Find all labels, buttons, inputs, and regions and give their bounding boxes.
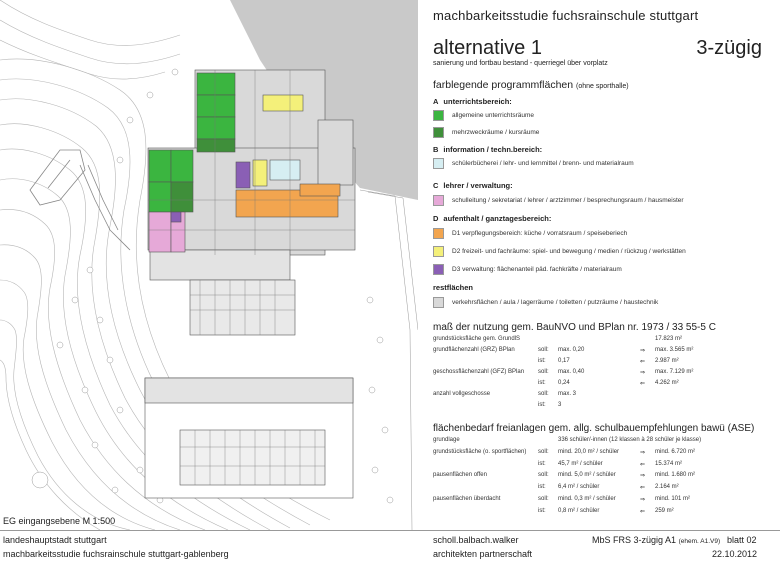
row-result: mind. 6.720 m²	[655, 448, 696, 455]
row-soll: soll:	[538, 391, 549, 397]
legend-swatch	[433, 228, 444, 239]
table-row	[433, 508, 703, 517]
row-result: mind. 101 m²	[655, 496, 691, 502]
legend-group-rest	[433, 283, 473, 292]
table-row	[433, 380, 703, 389]
legend-item-label: schulleitung / sekretariat / lehrer / arztzimmer / besprechungsraum / hausmeister	[452, 196, 684, 204]
legend-item	[433, 194, 684, 206]
row-soll: ist:	[538, 402, 546, 408]
zuegig-title: 3-zügig	[696, 37, 762, 59]
legend-item	[433, 296, 658, 308]
row-value: mind. 5,0 m² / schüler	[558, 472, 616, 479]
legend-item-label: schülerbücherei / lehr- und lernmittel / brenn- und materialraum	[452, 159, 634, 167]
legend-item	[433, 245, 686, 257]
row-arrow: ⇒	[640, 497, 646, 503]
legend-group-letter: C	[433, 181, 439, 190]
legend-title	[433, 79, 629, 91]
table-row	[433, 336, 703, 345]
legend-group-c	[433, 181, 513, 190]
row-arrow: ⇒	[640, 348, 646, 354]
ramp-path	[30, 150, 130, 250]
row-label: anzahl vollgeschosse	[433, 391, 491, 397]
legend-item	[433, 109, 534, 121]
legend-item-label: mehrzweckräume / kursräume	[452, 128, 540, 136]
legend-group-title: unterrichtsbereich:	[443, 97, 512, 106]
row-value: 0,24	[558, 380, 570, 386]
table-row	[433, 402, 703, 411]
legend-swatch	[433, 195, 444, 206]
row-value: max. 0,40	[558, 369, 585, 375]
row-label: pausenflächen überdacht	[433, 496, 501, 502]
table-row	[433, 461, 703, 470]
title-block	[0, 530, 780, 566]
legend-swatch	[433, 127, 444, 138]
row-result: 2.987 m²	[655, 358, 679, 364]
row-value: 45,7 m² / schüler	[558, 460, 603, 467]
row-soll: soll:	[538, 472, 549, 479]
table-row	[433, 472, 703, 481]
legend-group-a	[433, 97, 512, 106]
alternative-title: alternative 1	[433, 37, 542, 59]
legend-group-title: aufenthalt / ganztagesbereich:	[443, 214, 552, 223]
building	[145, 70, 355, 498]
sheet-date: 22.10.2012	[712, 549, 758, 559]
architect-line2: architekten partnerschaft	[433, 549, 533, 559]
legend-swatch	[433, 158, 444, 169]
row-label: grundstücksfläche gem. GrundlS	[433, 336, 521, 342]
row-value: max. 0,20	[558, 347, 585, 353]
row-label: geschossflächenzahl (GFZ) BPlan	[433, 369, 525, 375]
row-arrow: ⇐	[640, 508, 646, 515]
table-row	[433, 358, 703, 367]
row-result: max. 7.129 m²	[655, 369, 694, 375]
row-soll: ist:	[538, 507, 546, 514]
legend-item	[433, 263, 622, 275]
row-label: grundstücksfläche (o. sportflächen)	[433, 448, 527, 455]
row-arrow: ⇐	[640, 485, 646, 492]
row-soll: ist:	[538, 358, 546, 364]
sheet-number: blatt 02	[727, 535, 757, 545]
row-soll: ist:	[538, 484, 546, 491]
row-label: pausenflächen offen	[433, 472, 487, 479]
legend-group-title: restflächen	[433, 283, 474, 292]
row-value: 0,8 m² / schüler	[558, 507, 600, 514]
legend-group-letter: D	[433, 214, 439, 223]
nutzung-title: maß der nutzung gem. BauNVO und BPlan nr. 1973 / 33 55-5 C	[433, 322, 716, 333]
legend-item-label: verkehrsflächen / aula / lagerräume / toiletten / putzräume / haustechnik	[452, 298, 659, 306]
plan-scale-label: EG eingangsebene M 1:500	[3, 516, 116, 526]
legend-panel	[418, 0, 780, 530]
lot-boundary	[360, 190, 418, 530]
row-result: 17.823 m²	[655, 336, 683, 342]
legend-title-text: farblegende programmflächen	[433, 79, 574, 91]
row-value: mind. 20,0 m² / schüler	[558, 448, 620, 455]
row-arrow: ⇒	[640, 370, 646, 376]
sheet-code	[592, 535, 720, 545]
legend-item-label: D3 verwaltung: flächenanteil päd. fachkräfte / materialraum	[452, 265, 622, 273]
row-value: 336 schüler/-innen (12 klassen à 28 schüler je klasse)	[558, 437, 702, 443]
sheet-code-note: (ehem. A1.V9)	[678, 538, 721, 545]
freianlagen-title: flächenbedarf freianlagen gem. allg. schulbauempfehlungen bawü (ASE)	[433, 423, 755, 434]
row-soll: soll:	[538, 347, 549, 353]
sheet-code-text: MbS FRS 3-zügig A1	[592, 535, 677, 545]
legend-swatch	[433, 297, 444, 308]
legend-group-letter: B	[433, 145, 439, 154]
table-row	[433, 484, 703, 493]
client-line1: landeshauptstadt stuttgart	[3, 535, 107, 545]
document-title: machbarkeitsstudie fuchsrainschule stuttgart	[433, 8, 699, 23]
row-soll: soll:	[538, 496, 549, 502]
table-row	[433, 437, 703, 446]
legend-group-b	[433, 145, 542, 154]
table-row	[433, 449, 703, 458]
row-arrow: ⇐	[640, 381, 646, 387]
legend-group-letter: A	[433, 97, 439, 106]
row-result: 2.164 m²	[655, 484, 679, 491]
row-soll: ist:	[538, 460, 546, 467]
row-value: 0,17	[558, 358, 570, 364]
table-row	[433, 391, 703, 400]
row-arrow: ⇐	[640, 461, 646, 468]
legend-group-d	[433, 214, 551, 223]
row-result: 259 m²	[655, 507, 674, 514]
legend-item	[433, 157, 634, 169]
table-row	[433, 369, 703, 378]
row-soll: soll:	[538, 369, 549, 375]
legend-item-label: D1 verpflegungsbereich: küche / vorratsraum / speiseberiech	[452, 229, 628, 237]
row-soll: ist:	[538, 380, 546, 386]
row-label: grundflächenzahl (GRZ) BPlan	[433, 347, 515, 353]
legend-item-label: allgemeine unterrichtsräume	[452, 111, 535, 119]
legend-item-label: D2 freizeit- und fachräume: spiel- und bewegung / medien / rückzug / werkstätten	[452, 247, 686, 255]
row-value: mind. 0,3 m² / schüler	[558, 496, 616, 502]
row-result: 15.374 m²	[655, 460, 683, 467]
row-result: mind. 1.680 m²	[655, 472, 696, 479]
legend-group-title: information / techn.bereich:	[443, 145, 543, 154]
legend-swatch	[433, 264, 444, 275]
row-value: 3	[558, 402, 562, 408]
architect-line1: scholl.balbach.walker	[433, 535, 519, 545]
legend-group-title: lehrer / verwaltung:	[443, 181, 513, 190]
alternative-subtitle: sanierung und fortbau bestand - querriegel über vorplatz	[433, 60, 608, 67]
row-value: 6,4 m² / schüler	[558, 484, 600, 491]
row-soll: soll:	[538, 448, 549, 455]
row-arrow: ⇒	[640, 449, 646, 456]
legend-swatch	[433, 246, 444, 257]
legend-item	[433, 227, 627, 239]
client-line2: machbarkeitsstudie fuchsrainschule stuttgart-gablenberg	[3, 549, 229, 559]
row-arrow: ⇒	[640, 473, 646, 480]
row-arrow: ⇐	[640, 359, 646, 365]
legend-title-note: (ohne sporthalle)	[576, 83, 629, 90]
table-row	[433, 347, 703, 356]
table-row	[433, 496, 703, 505]
row-result: 4.262 m²	[655, 380, 679, 386]
legend-swatch	[433, 110, 444, 121]
row-label: grundlage	[433, 437, 460, 443]
legend-item	[433, 126, 539, 138]
row-result: max. 3.565 m²	[655, 347, 694, 353]
row-value: max. 3	[558, 391, 577, 397]
